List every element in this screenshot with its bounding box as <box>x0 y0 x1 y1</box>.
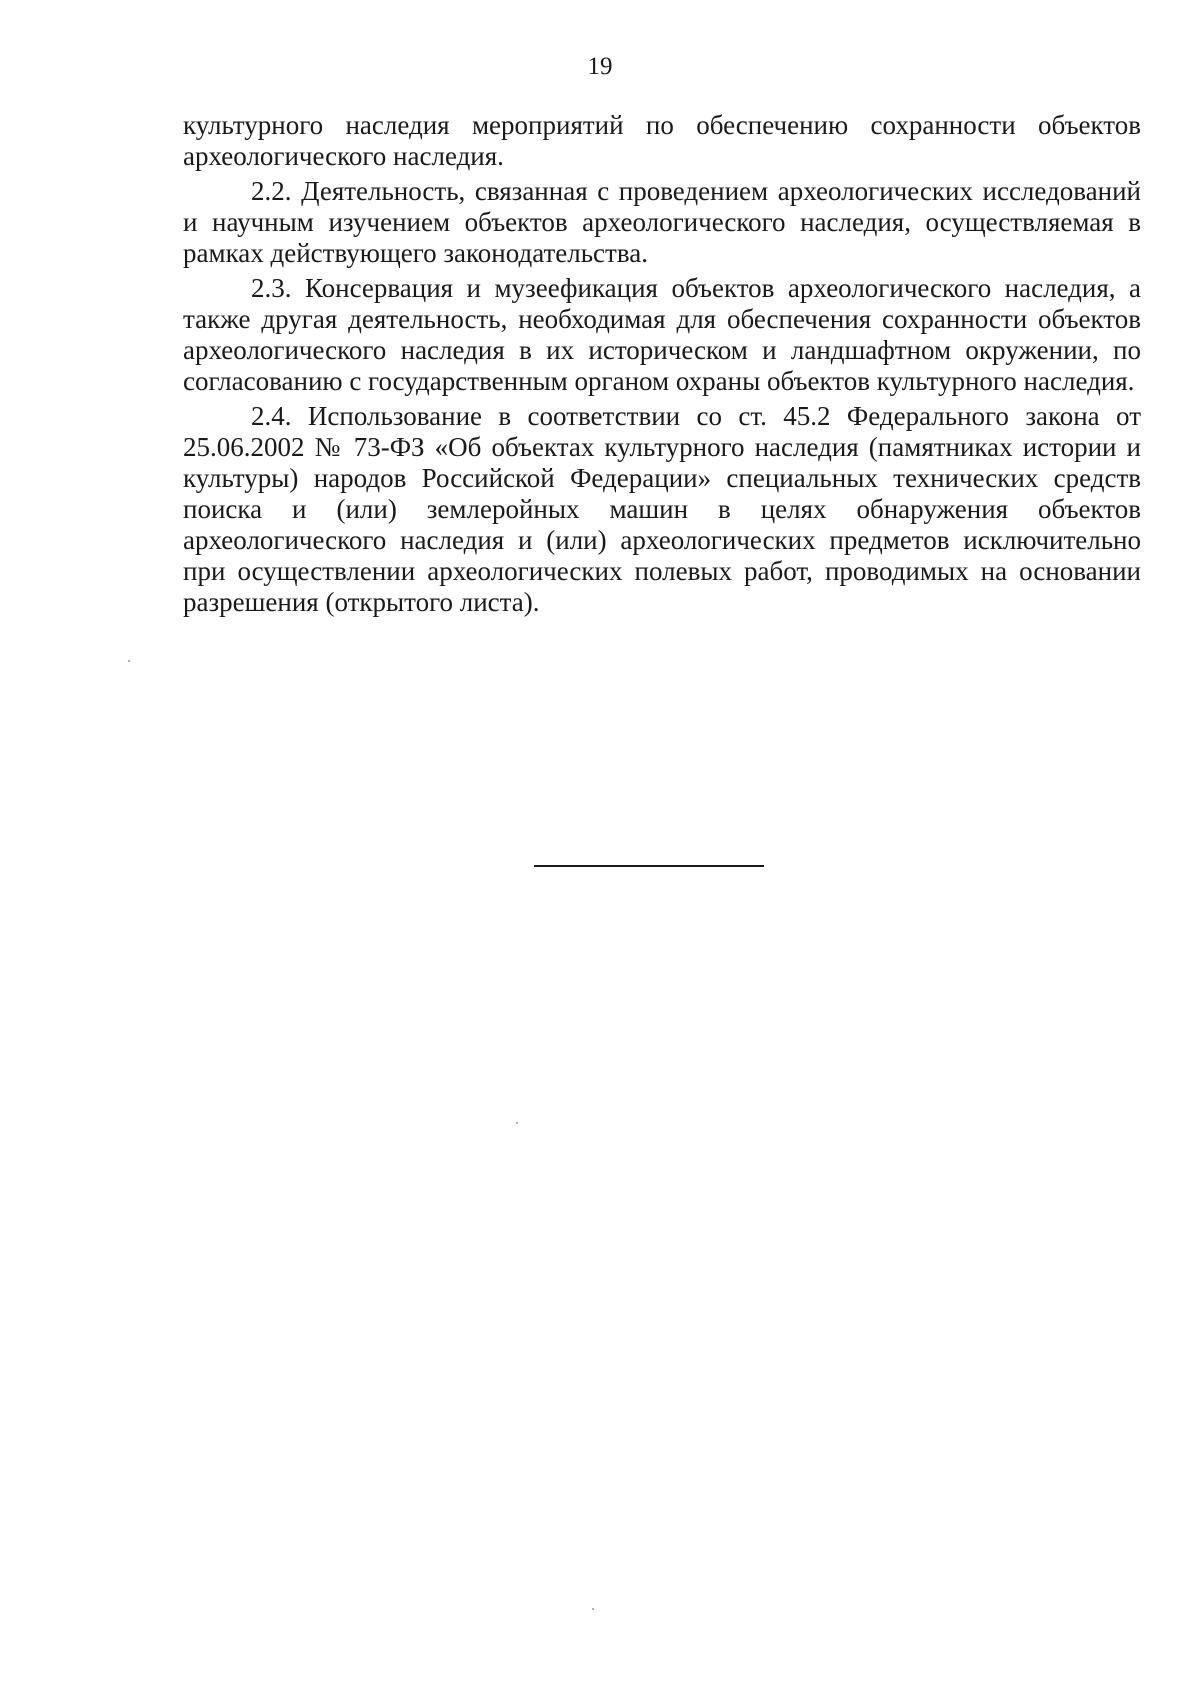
paragraph-2-2: 2.2. Деятельность, связанная с проведением археологических исследований и научным изучением объектов археологического наследия, осуществляемая в рамках действующего законодательства. <box>183 176 1141 268</box>
paragraph-2-4: 2.4. Использование в соответствии со ст. 45.2 Федерального закона от 25.06.2002 № 73-ФЗ «Об объектах культурного наследия (памятниках истории и культуры) народов Российской Федерации» специальных технических средств поиска и (или) землеройных машин в целях обнаружения объектов археологического наследия и (или) археологических предметов исключительно при осуществлении археологических полевых работ, проводимых на основании разрешения (открытого листа). <box>183 401 1141 617</box>
scan-speck <box>516 1122 518 1124</box>
end-of-document-rule <box>534 865 764 867</box>
page-number: 19 <box>587 53 613 80</box>
document-body <box>183 110 1141 622</box>
paragraph-2-3: 2.3. Консервация и музеефикация объектов археологического наследия, а также другая деятельность, необходимая для обеспечения сохранности объектов археологического наследия в их историческом и ландшафтном окружении, по согласованию с государственным органом охраны объектов культурного наследия. <box>183 273 1141 396</box>
scan-speck <box>592 1608 594 1610</box>
scan-speck <box>128 660 130 662</box>
paragraph-continuation: культурного наследия мероприятий по обеспечению сохранности объектов археологического наследия. <box>183 110 1141 171</box>
